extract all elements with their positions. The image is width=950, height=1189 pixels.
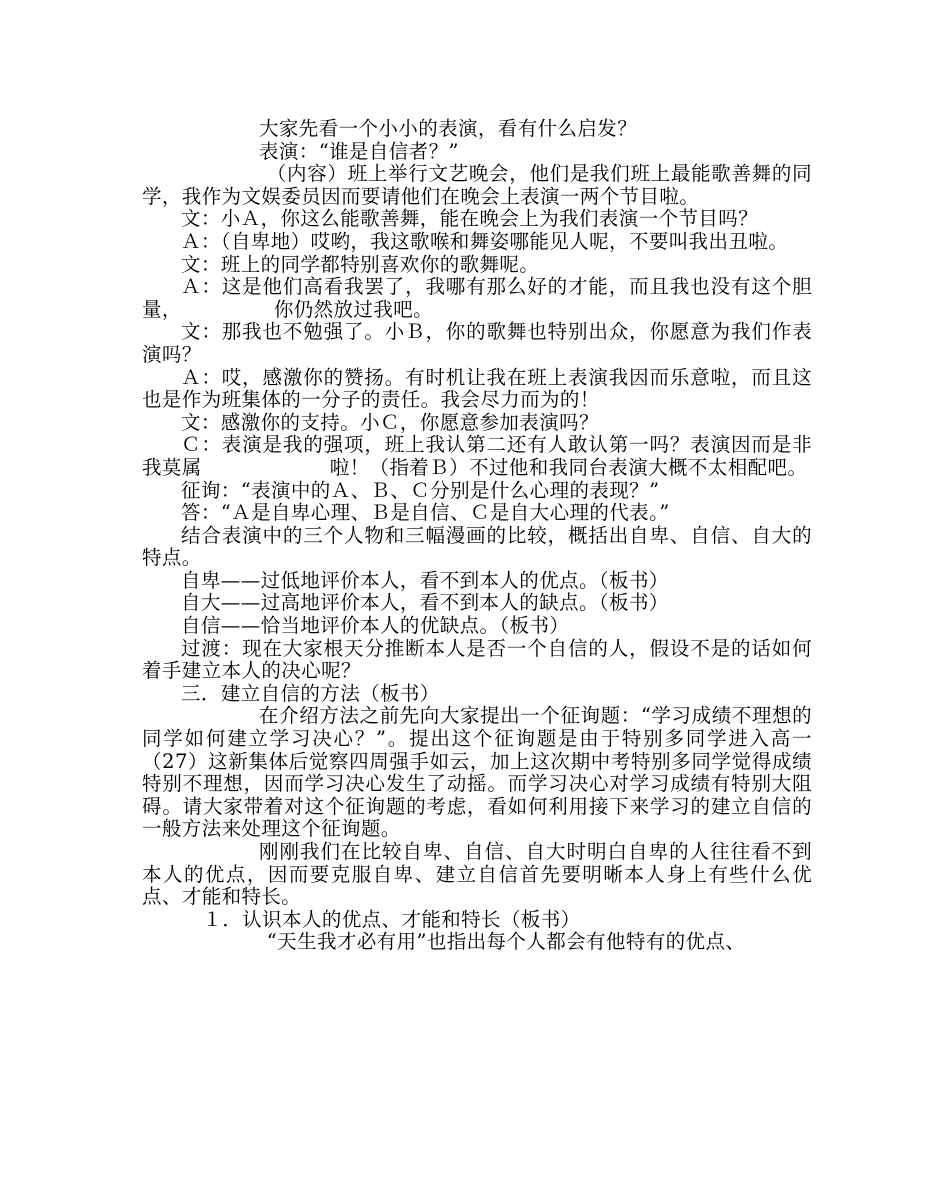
text-segment: 啦！（指着Ｂ）不过他和我同台表演大概不太相配吧。 — [329, 455, 808, 479]
paragraph: 自信——恰当地评价本人的优缺点。（板书） — [181, 614, 570, 638]
paragraph: 征询：“表演中的Ａ、Ｂ、Ｃ分别是什么心理的表现？” — [181, 478, 660, 502]
text-segment: 你仍然放过我吧。 — [273, 297, 434, 321]
paragraph: （内容）班上举行文艺晚会，他们是我们班上最能歌善舞的同学，我作为文娱委员因而要请他们在晚会上表演一两个节目啦。 — [142, 162, 812, 208]
paragraph: 文：那我也不勉强了。小Ｂ，你的歌舞也特别出众，你愿意为我们作表演吗？ — [142, 320, 812, 366]
paragraph: “天生我才必有用”也指出每个人都会有他特有的优点、 — [266, 930, 746, 954]
paragraph: 结合表演中的三个人物和三幅漫画的比较，概括出自卑、自信、自大的特点。 — [142, 523, 812, 570]
text-segment: Ｃ：表演是我的强项，班上我认第二还有人敢认第一吗？表演因而是非我莫属 — [142, 433, 812, 479]
paragraph: Ａ：哎，感激你的赞扬。有时机让我在班上表演我因而乐意啦，而且这也是作为班集体的一分子的责任。我会尽力而为的！ — [142, 365, 812, 412]
paragraph: 文：小Ａ，你这么能歌善舞，能在晚会上为我们表演一个节目吗？ — [181, 207, 759, 231]
paragraph — [142, 276, 812, 321]
paragraph: 自大——过高地评价本人，看不到本人的缺点。（板书） — [181, 591, 669, 615]
paragraph: 文：班上的同学都特别喜欢你的歌舞呢。 — [181, 252, 540, 276]
paragraph: 自卑——过低地评价本人，看不到本人的优点。（板书） — [181, 568, 669, 592]
text-segment: Ａ：这是他们高看我罢了，我哪有那么好的才能，而且我也没有这个胆量， — [142, 275, 812, 321]
subsection-heading: １．认识本人的优点、才能和特长（板书） — [202, 907, 581, 931]
paragraph: 大家先看一个小小的表演，看有什么启发？ — [259, 117, 638, 140]
paragraph: 答：“Ａ是自卑心理、Ｂ是自信、Ｃ是自大心理的代表。” — [181, 501, 670, 525]
paragraph — [142, 434, 812, 479]
document-body — [142, 118, 812, 954]
paragraph: Ａ：（自卑地）哎哟，我这歌喉和舞姿哪能见人呢，不要叫我出丑啦。 — [181, 229, 789, 253]
paragraph: 刚刚我们在比较自卑、自信、自大时明白自卑的人往往看不到本人的优点，因而要克服自卑、建立自信首先要明晰本人身上有些什么优点、才能和特长。 — [142, 840, 812, 909]
paragraph: 文：感激你的支持。小Ｃ，你愿意参加表演吗？ — [181, 410, 599, 434]
section-heading: 三．建立自信的方法（板书） — [181, 681, 440, 705]
paragraph: 表演：“谁是自信者？” — [259, 139, 459, 163]
paragraph: 过渡：现在大家根天分推断本人是否一个自信的人，假设不是的话如何着手建立本人的决心呢？ — [142, 636, 812, 683]
paragraph: 在介绍方法之前先向大家提出一个征询题：“学习成绩不理想的同学如何建立学习决心？”。提出这个征询题是由于特别多同学进入高一（27）这新集体后觉察四周强手如云，加上这次期中考特别多同学觉得成绩特别不理想，因而学习决心发生了动摇。而学习决心对学习成绩有特别大阻碍。请大家带着对这个征询题的考虑，看如何利用接下来学习的建立自信的一般方法来处理这个征询题。 — [142, 704, 812, 841]
